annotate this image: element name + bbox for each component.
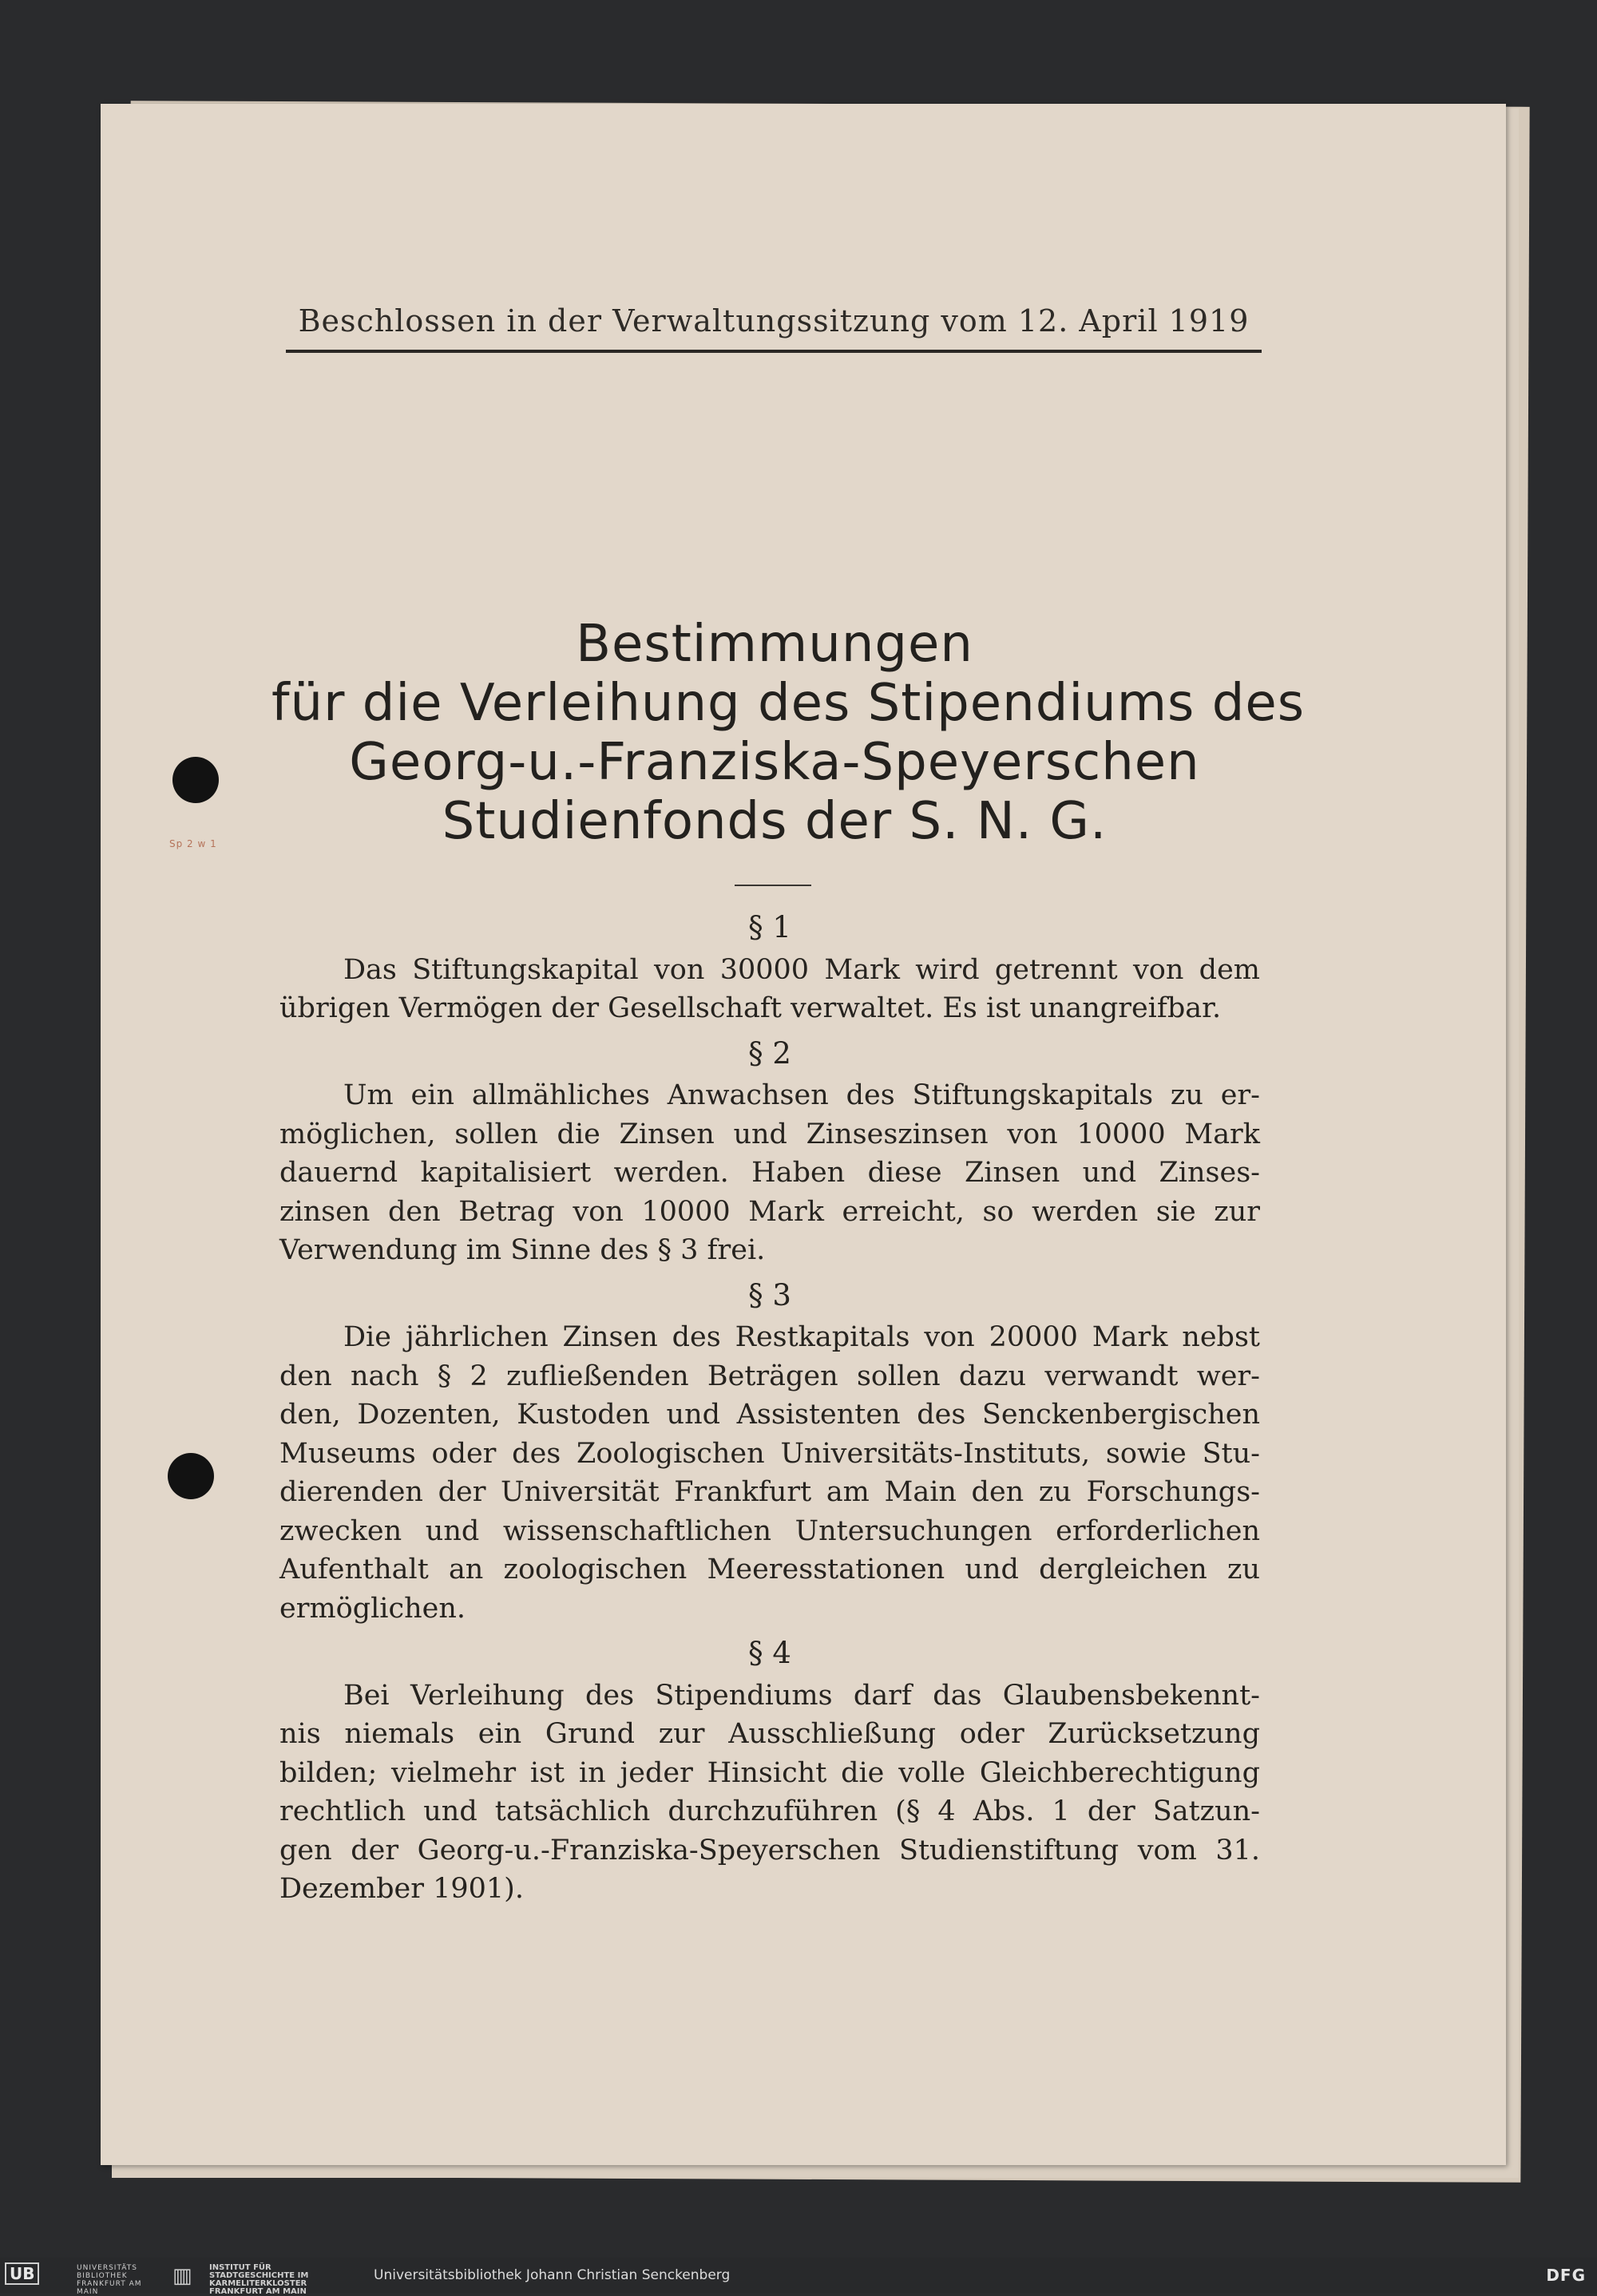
paragraph-line: bilden; vielmehr ist in jeder Hinsicht die volle Gleichberechtigung [279, 1756, 1260, 1789]
paragraph-line: Das Stiftungskapital von 30000 Mark wird getrennt von dem [343, 953, 1260, 986]
section-heading: § 4 [748, 1636, 791, 1670]
resolution-header: Beschlossen in der Verwaltungssitzung vom 12. April 1919 [298, 303, 1250, 338]
section-heading: § 1 [748, 910, 791, 944]
ub-logo [5, 2262, 42, 2285]
paragraph-line: dauernd kapitalisiert werden. Haben diese Zinsen und Zinses- [279, 1157, 1260, 1189]
document-body [279, 902, 1260, 1909]
paragraph-line: zinsen den Betrag von 10000 Mark erreicht, so werden sie zur [279, 1195, 1260, 1228]
isg-logo-icon: ▥ [172, 2264, 192, 2288]
paragraph-line: den nach § 2 zufließenden Beträgen sollen dazu verwandt wer- [279, 1360, 1260, 1392]
title-line-4: Studienfonds der S. N. G. [442, 792, 1108, 851]
punch-hole-bottom [168, 1453, 214, 1499]
paragraph-line: Bei Verleihung des Stipendiums darf das Glaubensbekennt- [343, 1679, 1260, 1712]
paragraph-line: übrigen Vermögen der Gesellschaft verwaltet. Es ist unangreifbar. [279, 992, 1222, 1024]
paragraph-line: möglichen, sollen die Zinsen und Zinseszinsen von 10000 Mark [279, 1118, 1260, 1150]
ub-logo-mark: UB [5, 2262, 39, 2285]
section-heading: § 3 [748, 1277, 791, 1312]
punch-hole-top [172, 757, 219, 803]
section-paragraph [279, 1318, 1260, 1628]
section-heading: § 2 [748, 1035, 791, 1071]
dfg-logo: DFG [1546, 2266, 1586, 2285]
paragraph-line: Um ein allmähliches Anwachsen des Stiftungskapitals zu er- [343, 1079, 1260, 1111]
margin-ink-mark: Sp 2 w 1 [169, 838, 217, 849]
section-paragraph [279, 951, 1260, 1028]
ub-logo-text: UNIVERSITÄTS BIBLIOTHEK FRANKFURT AM MAIN [77, 2264, 142, 2296]
paragraph-line: Aufenthalt an zoologischen Meeresstationen und dergleichen zu [279, 1554, 1260, 1585]
paragraph-line: Dezember 1901). [279, 1873, 524, 1905]
paragraph-line: ermöglichen. [279, 1592, 466, 1625]
paragraph-line: rechtlich und tatsächlich durchzuführen (§ 4 Abs. 1 der Satzun- [279, 1795, 1260, 1827]
isg-logo-text: INSTITUT FÜR STADTGESCHICHTE IM KARMELITERKLOSTER FRANKFURT AM MAIN [209, 2263, 309, 2296]
section-paragraph [279, 1676, 1260, 1909]
paragraph-line: zwecken und wissenschaftlichen Untersuchungen erforderlichen [279, 1514, 1260, 1547]
title-line-1: Bestimmungen [576, 615, 973, 674]
title-line-3: Georg-u.-Franziska-Speyerschen [349, 733, 1200, 792]
paragraph-line: den, Dozenten, Kustoden und Assistenten des Senckenbergischen [279, 1399, 1260, 1431]
library-credit: Universitätsbibliothek Johann Christian Senckenberg [374, 2267, 731, 2283]
title-divider [735, 885, 811, 886]
paragraph-line: nis niemals ein Grund zur Ausschließung oder Zurücksetzung [279, 1718, 1260, 1750]
document-title [271, 615, 1306, 851]
section-paragraph [279, 1076, 1260, 1270]
paragraph-line: Die jährlichen Zinsen des Restkapitals von 20000 Mark nebst [343, 1321, 1260, 1353]
paragraph-line: gen der Georg-u.-Franziska-Speyerschen Studienstiftung vom 31. [279, 1834, 1260, 1866]
header-rule [286, 350, 1262, 353]
paragraph-line: Verwendung im Sinne des § 3 frei. [279, 1234, 766, 1266]
paragraph-line: Museums oder des Zoologischen Universitäts-Instituts, sowie Stu- [279, 1437, 1260, 1470]
footer-bar [0, 2258, 1597, 2296]
paragraph-line: dierenden der Universität Frankfurt am Main den zu Forschungs- [279, 1476, 1260, 1508]
title-line-2: für die Verleihung des Stipendiums des [271, 674, 1306, 733]
